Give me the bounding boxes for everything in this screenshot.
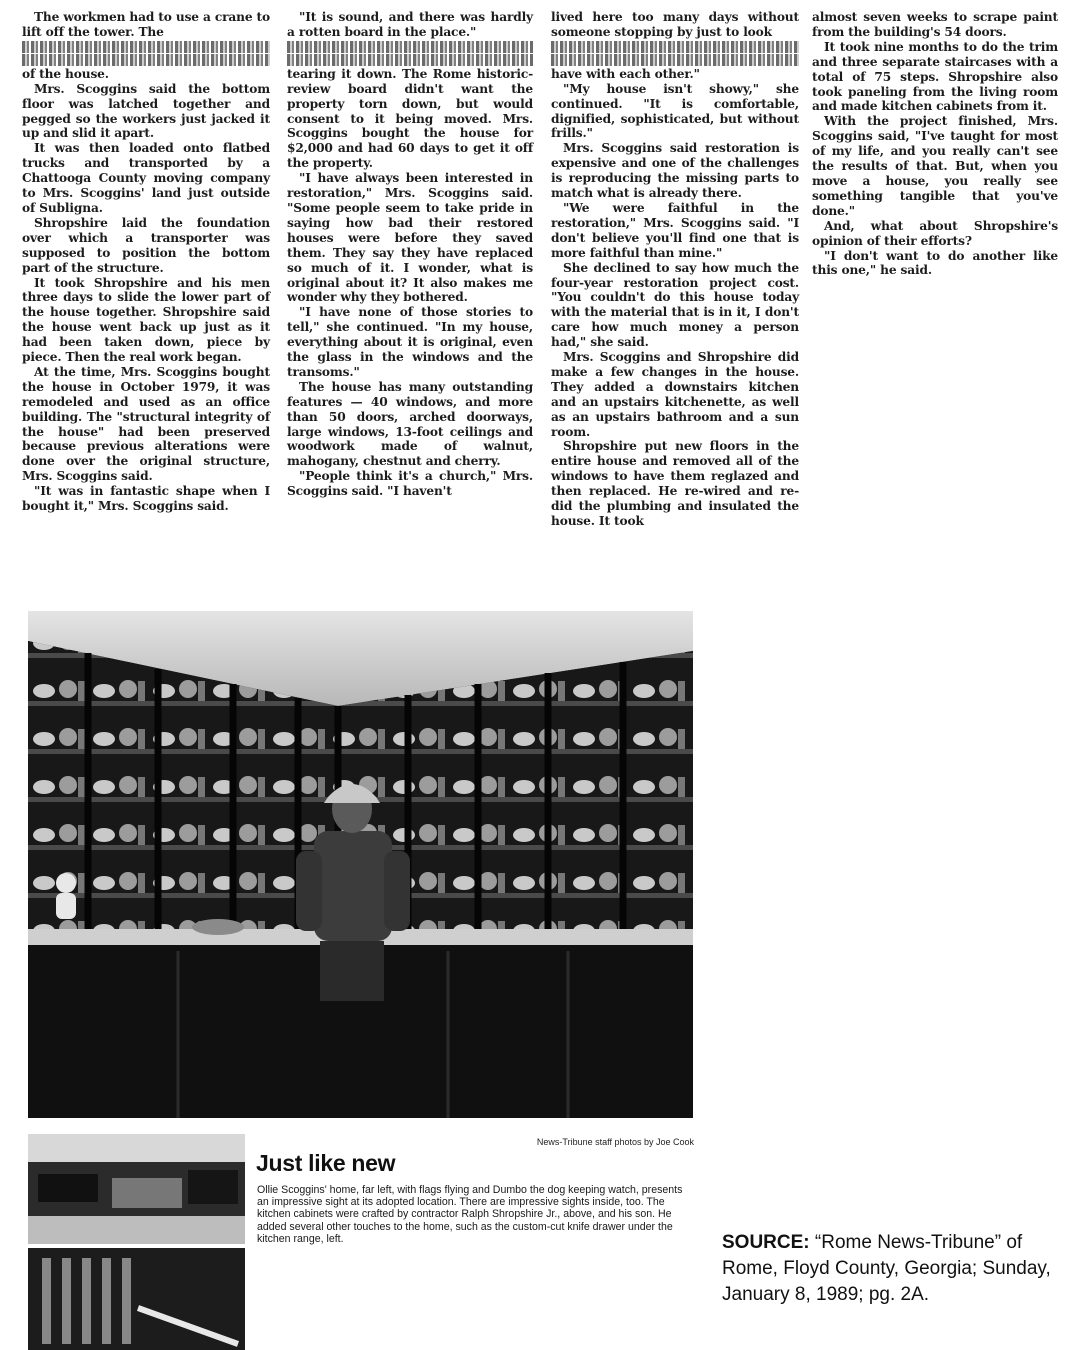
kitchen-photo-illustration	[28, 611, 693, 1118]
article-paragraph: It was then loaded onto flatbed trucks and transported by a Chattooga County moving company to Mrs. Scoggins' land just outside of Subligna.	[22, 141, 270, 215]
article-paragraph: Shropshire put new floors in the entire house and removed all of the windows to have them reglazed and then replaced. He re-wired and re-did the plumbing and insulated the house. It took	[551, 439, 799, 528]
garbled-print-line	[551, 41, 799, 53]
article-paragraph: At the time, Mrs. Scoggins bought the house in October 1979, it was remodeled and used as an office building. The "structural integrity of the house" had been preserved because previous alterations were done over the original structure, Mrs. Scoggins said.	[22, 364, 270, 484]
article-paragraph: of the house.	[22, 66, 109, 81]
garbled-print-line	[22, 41, 270, 53]
article-column-4	[812, 10, 1058, 278]
article-paragraph: tearing it down. The Rome historic-review board didn't want the property torn down, but would consent to it being moved. Mrs. Scoggins bought the house for $2,000 and had 60 days to get it off the property.	[287, 66, 533, 171]
article-paragraph: Mrs. Scoggins said restoration is expensive and one of the challenges is reproducing the missing parts to match what is already there.	[551, 141, 799, 201]
article-paragraph: lived here too many days without someone stopping by just to look	[551, 10, 799, 39]
article-paragraph: "My house isn't showy," she continued. "It is comfortable, dignified, sophisticated, but without frills."	[551, 81, 799, 141]
caption-body: Ollie Scoggins' home, far left, with flags flying and Dumbo the dog keeping watch, presents an impressive sight at its adopted location. There are impressive sights inside, too. The kitchen cabinets were crafted by contractor Ralph Shropshire Jr., above, and his son. He added several other touches to the home, such as the custom-cut knife drawer under the kitchen range, left.	[257, 1184, 683, 1245]
article-paragraph: "People think it's a church," Mrs. Scoggins said. "I haven't	[287, 469, 533, 499]
article-paragraph: have with each other."	[551, 66, 700, 81]
article-paragraph: "It is sound, and there was hardly a rotten board in the place."	[287, 10, 533, 39]
article-paragraph: "I have none of those stories to tell," she continued. "In my house, everything about it is original, even the glass in the windows and the transoms."	[287, 305, 533, 379]
home-exterior-photo	[28, 1134, 245, 1244]
article-paragraph: almost seven weeks to scrape paint from the building's 54 doors.	[812, 10, 1058, 39]
article-paragraph: It took Shropshire and his men three days to slide the lower part of the house together. Shropshire said the house went back up just as it had been taken down, piece by piece. Then the real work began.	[22, 275, 270, 365]
article-paragraph: And, what about Shropshire's opinion of their efforts?	[812, 218, 1058, 248]
article-paragraph: Shropshire laid the foundation over which a transporter was supposed to position the bottom part of the structure.	[22, 215, 270, 275]
knife-drawer-photo	[28, 1248, 245, 1350]
gingerbread-ornament-icon	[56, 873, 76, 919]
article-paragraph: The workmen had to use a crane to lift off the tower. The	[22, 10, 270, 39]
article-paragraph: "I have always been interested in restoration," Mrs. Scoggins said. "Some people seem to take pride in saying how bad their restored houses were before they saved them. They say they have replaced so much of it. I wonder, what is original about it? It also makes me wonder why they bothered.	[287, 171, 533, 305]
knife-drawer-illustration	[28, 1248, 245, 1350]
article-paragraph: Mrs. Scoggins and Shropshire did make a few changes in the house. They added a downstairs kitchen and an upstairs kitchenette, as well as an upstairs bathroom and a sun room.	[551, 350, 799, 439]
garbled-print-line	[287, 41, 533, 53]
kitchen-cabinets-photo	[28, 611, 693, 1118]
garbled-print-line	[287, 54, 533, 66]
source-text: “Rome News-Tribune” of Rome, Floyd County, Georgia; Sunday, January 8, 1989; pg. 2A.	[722, 1232, 1051, 1305]
photo-credit: News-Tribune staff photos by Joe Cook	[536, 1137, 694, 1147]
article-paragraph: "I don't want to do another like this one," he said.	[812, 248, 1058, 278]
source-label: SOURCE:	[722, 1232, 810, 1253]
article-paragraph: Mrs. Scoggins said the bottom floor was latched together and pegged so the workers just jacked it up and slid it apart.	[22, 81, 270, 141]
home-exterior-illustration	[28, 1134, 245, 1244]
caption-title: Just like new	[256, 1150, 396, 1176]
article-paragraph: "It was in fantastic shape when I bought it," Mrs. Scoggins said.	[22, 484, 270, 514]
article-paragraph: "We were faithful in the restoration," Mrs. Scoggins said. "I don't believe you'll find one that is more faithful than mine."	[551, 200, 799, 260]
garbled-print-line	[551, 54, 799, 66]
article-paragraph: With the project finished, Mrs. Scoggins said, "I've taught for most of my life, and you really can't see the results of that. But, when you move a house, you really see something tangible that you've done."	[812, 114, 1058, 218]
article-paragraph: She declined to say how much the four-year restoration project cost. "You couldn't do this house today with the material that is in it, I don't care how much money a person had," she said.	[551, 260, 799, 350]
garbled-print-line	[22, 54, 270, 66]
article-column-2	[287, 10, 533, 499]
article-column-1	[22, 10, 270, 514]
article-paragraph: It took nine months to do the trim and three separate staircases with a total of 75 steps. Shropshire also took paneling from the living room and made kitchen cabinets from it.	[812, 39, 1058, 114]
article-column-3	[551, 10, 799, 529]
article-paragraph: The house has many outstanding features — 40 windows, and more than 50 doors, arched doorways, large windows, 13-foot ceilings and woodwork made of walnut, mahogany, chestnut and cherry.	[287, 379, 533, 469]
source-citation	[722, 1230, 1067, 1308]
